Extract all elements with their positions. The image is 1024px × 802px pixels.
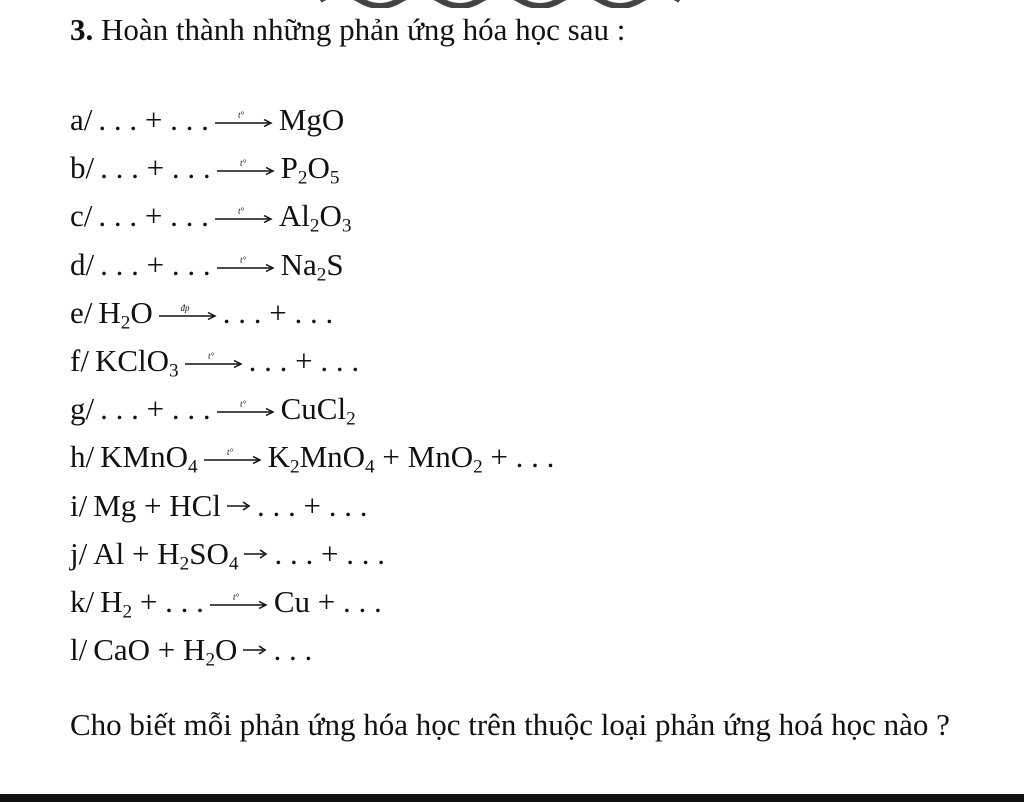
- reaction-condition-arrow-icon: [213, 110, 275, 130]
- reaction-reactants: . . . + . . .: [98, 102, 209, 138]
- footer-question: Cho biết mỗi phản ứng hóa học trên thuộc loại phản ứng hoá học nào ?: [70, 707, 950, 742]
- reaction-products: $P_2O_5$: [280, 150, 340, 189]
- reaction-condition-arrow-icon: [202, 447, 264, 467]
- reaction-condition-arrow-icon: [215, 399, 277, 419]
- reaction-reactants: . . . + . . .: [98, 198, 209, 234]
- reaction-condition-arrow-icon: [208, 592, 270, 612]
- reaction-products: . . . + . . .: [274, 535, 385, 571]
- svg-text:t°: t°: [239, 399, 246, 410]
- reaction-condition-arrow-icon: [213, 206, 275, 226]
- reaction-products: CuCl$_2$: [280, 391, 356, 430]
- reaction-reactants: CaO + $H_2O$: [93, 632, 238, 671]
- reaction-products: . . . + . . .: [222, 294, 334, 330]
- reaction-products: Cu + . . .: [273, 583, 382, 619]
- reaction-products: MgO: [278, 102, 345, 138]
- exercise-title: Hoàn thành những phản ứng hóa học sau :: [101, 12, 626, 47]
- reaction-label: l/: [70, 632, 88, 668]
- reaction-arrow-icon: [241, 640, 269, 660]
- svg-text:t°: t°: [207, 351, 214, 362]
- svg-text:t°: t°: [239, 254, 246, 265]
- reaction-products: . . . + . . .: [248, 343, 360, 379]
- reaction-arrow-icon: [242, 544, 270, 564]
- reaction-products: $K_2MnO_4 + MnO_2$ + . . .: [267, 439, 555, 478]
- reaction-row: [70, 241, 554, 289]
- reaction-products: . . .: [273, 632, 313, 668]
- svg-text:đp: đp: [180, 302, 190, 313]
- exercise-heading: [70, 12, 625, 48]
- reaction-condition-arrow-icon: [215, 255, 277, 275]
- reaction-arrow-icon: [225, 496, 253, 516]
- reaction-label: e/: [70, 294, 93, 330]
- reaction-row: [70, 192, 554, 240]
- reaction-reactants: Mg + HCl: [93, 487, 221, 523]
- reaction-products: $Na_2S$: [280, 246, 344, 286]
- svg-text:t°: t°: [237, 206, 244, 217]
- cut-off-previous-line: [320, 0, 680, 8]
- reaction-row: [70, 530, 554, 578]
- svg-text:t°: t°: [226, 447, 233, 458]
- svg-text:t°: t°: [237, 110, 244, 121]
- reaction-reactants: $Al + H_2SO_4$: [93, 535, 239, 575]
- exercise-number: 3.: [70, 12, 94, 47]
- reaction-label: f/: [70, 343, 89, 379]
- reaction-products: $Al_2O_3$: [278, 198, 352, 237]
- reaction-label: h/: [70, 439, 95, 475]
- reaction-label: b/: [70, 150, 95, 186]
- reaction-label: k/: [70, 583, 95, 619]
- reaction-reactants: . . . + . . .: [100, 391, 211, 427]
- reaction-products: . . . + . . .: [256, 487, 368, 523]
- reaction-reactants: KClO$_3$: [94, 343, 179, 382]
- reaction-row: [70, 385, 554, 433]
- reaction-row: [70, 626, 554, 674]
- reaction-reactants: . . . + . . .: [100, 246, 211, 282]
- reaction-condition-arrow-icon: [215, 158, 277, 178]
- reaction-condition-arrow-icon: [157, 303, 219, 323]
- svg-text:t°: t°: [239, 158, 246, 169]
- reaction-condition-arrow-icon: [183, 351, 245, 371]
- reaction-label: i/: [70, 487, 88, 523]
- reaction-row: [70, 96, 554, 144]
- reaction-row: [70, 337, 554, 385]
- reaction-row: [70, 578, 554, 626]
- reaction-label: j/: [70, 535, 88, 571]
- reaction-reactants: $H_2$ + . . .: [100, 583, 204, 623]
- reaction-label: c/: [70, 198, 93, 234]
- reaction-row: [70, 289, 554, 337]
- reaction-list: [70, 96, 554, 674]
- bottom-edge-bar: [0, 794, 1024, 802]
- svg-text:t°: t°: [232, 591, 239, 602]
- reaction-row: [70, 482, 554, 530]
- reaction-reactants: KMnO$_4$: [100, 439, 198, 478]
- reaction-row: [70, 433, 554, 481]
- reaction-reactants: . . . + . . .: [100, 150, 211, 186]
- reaction-label: g/: [70, 391, 95, 427]
- reaction-row: [70, 144, 554, 192]
- reaction-label: d/: [70, 246, 95, 282]
- reaction-reactants: $H_2O$: [98, 294, 153, 334]
- reaction-label: a/: [70, 102, 93, 138]
